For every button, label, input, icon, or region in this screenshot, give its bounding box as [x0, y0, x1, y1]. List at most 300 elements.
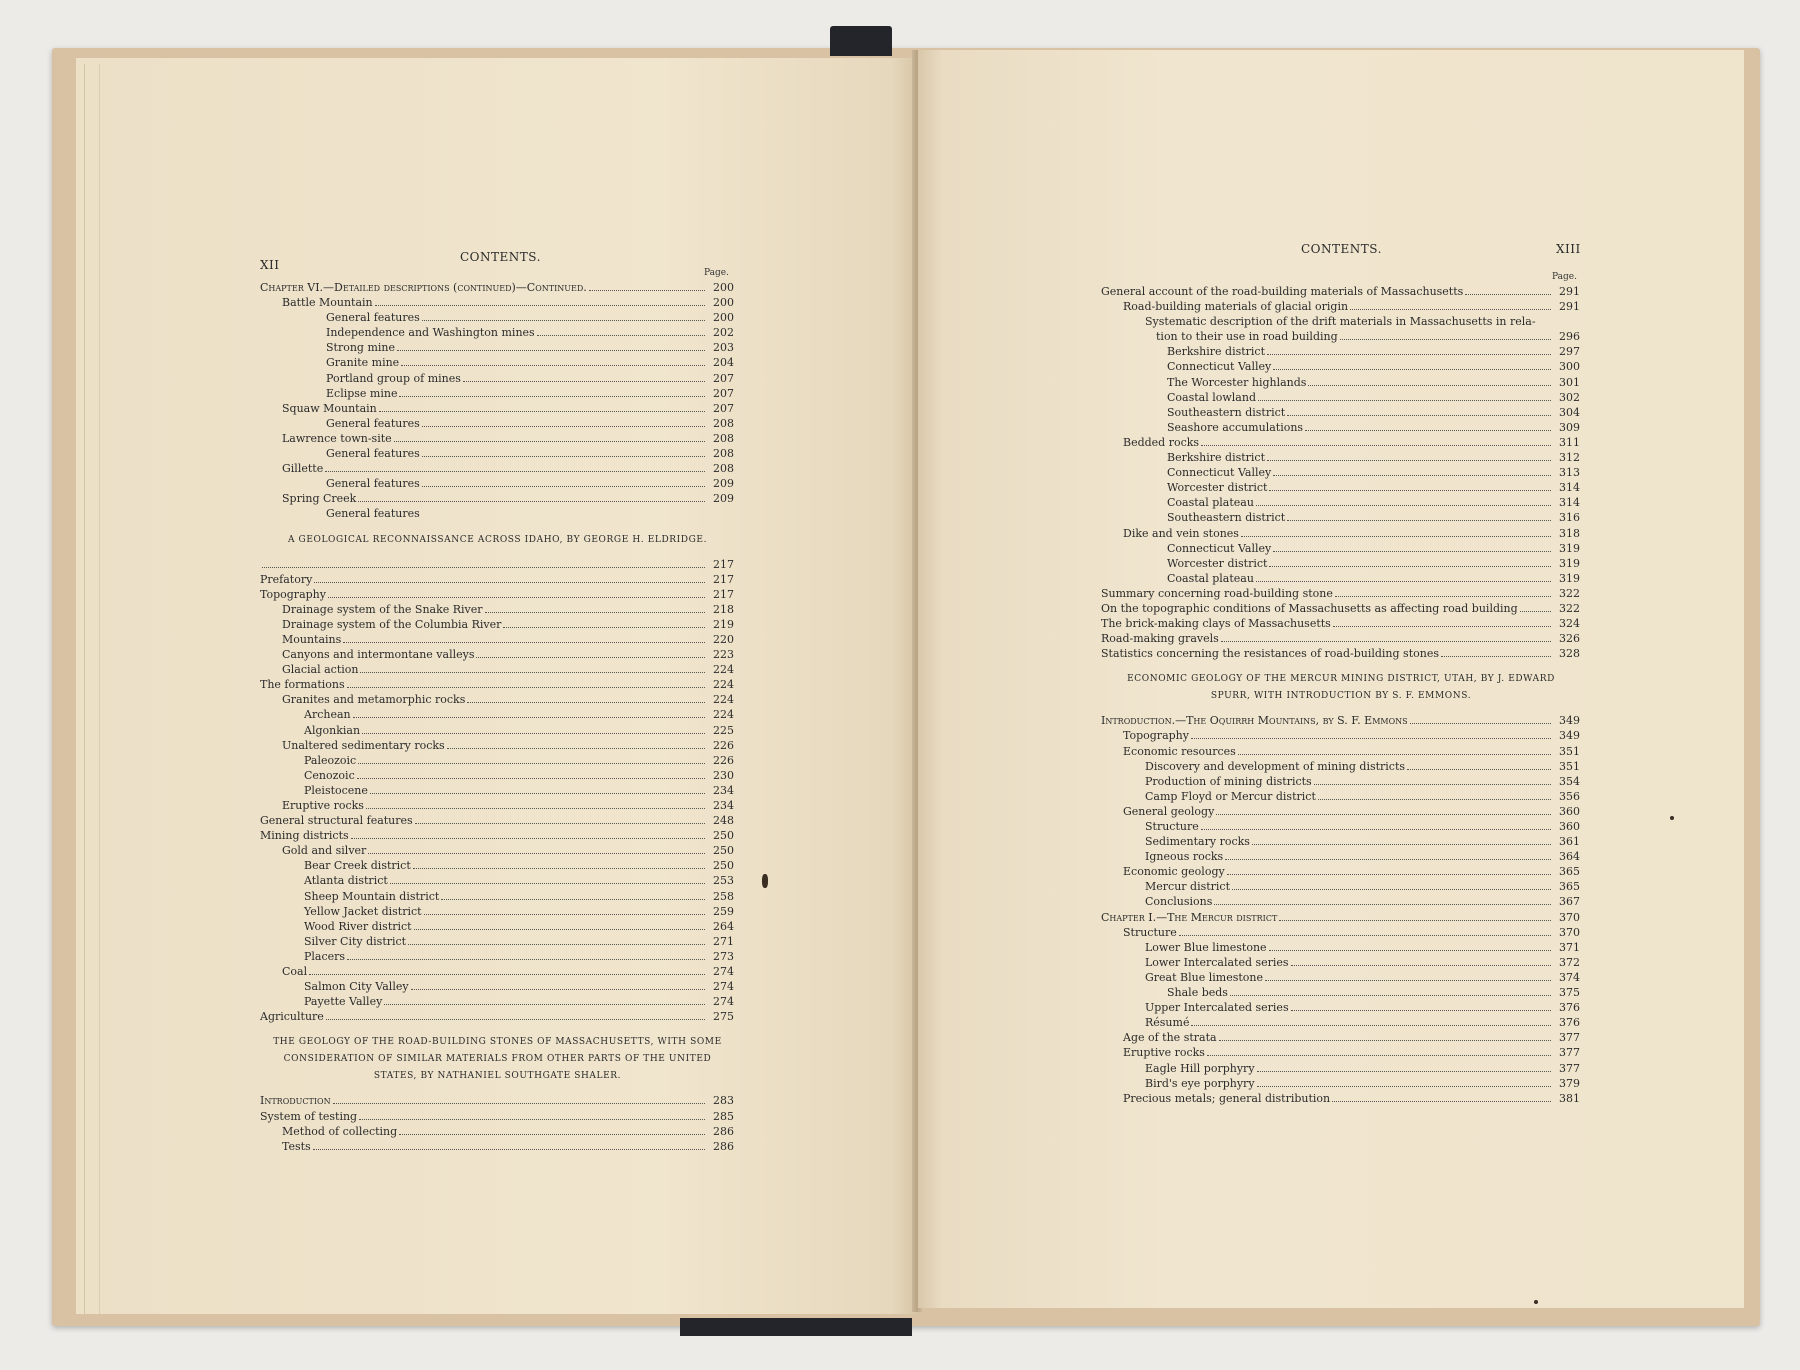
toc-entry-page: 322	[1559, 586, 1580, 600]
toc-entry-title: Tests	[282, 1139, 311, 1153]
toc-entry-page: 376	[1559, 1001, 1580, 1015]
toc-entry	[1101, 526, 1581, 541]
toc-entry	[260, 386, 735, 401]
toc-entry-page: 360	[1559, 804, 1580, 818]
toc-entry-title: Paleozoic	[304, 753, 357, 767]
leader-dots	[1520, 611, 1551, 612]
toc-entry-title: Economic resources	[1123, 744, 1236, 758]
leader-dots	[1216, 814, 1551, 815]
leader-dots	[467, 702, 705, 703]
toc-entry	[1101, 819, 1581, 834]
leader-dots	[1335, 596, 1551, 597]
toc-entry-title: Precious metals; general distribution	[1123, 1091, 1331, 1105]
leader-dots	[314, 582, 705, 583]
toc-entry	[1101, 1030, 1581, 1045]
toc-entry-title: Great Blue limestone	[1145, 970, 1263, 984]
toc-entry	[1101, 940, 1581, 955]
toc-entry	[260, 813, 735, 828]
toc-entry	[260, 949, 735, 964]
leader-dots	[401, 365, 705, 366]
toc-entry-page: 217	[713, 557, 734, 571]
toc-entry	[260, 295, 735, 310]
leader-dots	[379, 411, 705, 412]
toc-entry-title: Glacial action	[282, 663, 359, 677]
leader-dots	[1227, 874, 1551, 875]
toc-entry	[1101, 879, 1581, 894]
toc-entry-page: 274	[713, 995, 734, 1009]
toc-entry-page: 286	[713, 1139, 734, 1153]
leader-dots	[313, 1149, 705, 1150]
toc-entry-title: Coal	[282, 965, 308, 979]
toc-entry-page: 354	[1559, 774, 1580, 788]
leader-dots	[413, 868, 705, 869]
leader-dots	[1269, 566, 1551, 567]
toc-entry-page: 208	[713, 462, 734, 476]
right-page-page-label: Page.	[1552, 272, 1577, 282]
leader-dots	[1267, 460, 1551, 461]
toc-entry	[1101, 390, 1581, 405]
toc-entry-title: Silver City district	[304, 934, 407, 948]
toc-entry-page: 374	[1559, 970, 1580, 984]
toc-entry-title: The Worcester highlands	[1167, 375, 1307, 389]
toc-entry	[1101, 450, 1581, 465]
leader-dots	[415, 823, 705, 824]
leader-dots	[424, 914, 705, 915]
toc-entry-page: 379	[1559, 1076, 1580, 1090]
toc-entry-title: Granite mine	[326, 356, 400, 370]
toc-entry	[1101, 1000, 1581, 1015]
toc-entry	[260, 355, 735, 370]
leader-dots	[399, 396, 705, 397]
toc-entry	[260, 994, 735, 1009]
toc-entry-title: Yellow Jacket district	[304, 904, 422, 918]
toc-entry-title: Résumé	[1145, 1016, 1190, 1030]
toc-entry-title: On the topographic conditions of Massachusetts as affecting road building	[1101, 601, 1518, 615]
toc-entry-page: 224	[713, 678, 734, 692]
ink-blot	[762, 874, 768, 888]
leader-dots	[375, 305, 705, 306]
leader-dots	[1269, 490, 1551, 491]
toc-entry-page: 319	[1559, 556, 1580, 570]
toc-entry	[1101, 586, 1581, 601]
toc-entry-page: 202	[713, 326, 734, 340]
toc-entry-title: Production of mining districts	[1145, 774, 1312, 788]
toc-entry-title: Igneous rocks	[1145, 850, 1224, 864]
book-spine-top	[830, 26, 892, 56]
toc-entry	[260, 1139, 735, 1154]
toc-entry	[1101, 864, 1581, 879]
toc-entry	[260, 446, 735, 461]
leader-dots	[1191, 738, 1551, 739]
toc-entry-page: 367	[1559, 895, 1580, 909]
toc-entry-page: 285	[713, 1109, 734, 1123]
toc-entry-title: Coastal plateau	[1167, 571, 1254, 585]
toc-entry-page: 258	[713, 889, 734, 903]
toc-entry-title: Southeastern district	[1167, 405, 1286, 419]
toc-entry-page: 291	[1559, 285, 1580, 298]
toc-entry-title: Coastal lowland	[1167, 390, 1256, 404]
toc-entry	[260, 1093, 735, 1108]
toc-entry	[260, 843, 735, 858]
toc-entry-page: 304	[1559, 405, 1580, 419]
leader-dots	[1232, 889, 1551, 890]
toc-entry-page: 274	[713, 980, 734, 994]
toc-entry	[1101, 713, 1581, 728]
left-page-page-label: Page.	[704, 268, 729, 278]
leader-dots	[1225, 859, 1551, 860]
leader-dots	[399, 1134, 705, 1135]
toc-entry	[260, 325, 735, 340]
toc-entry-page: 314	[1559, 481, 1580, 495]
toc-entry-title: Salmon City Valley	[304, 980, 409, 994]
leader-dots	[1256, 505, 1551, 506]
toc-entry	[260, 858, 735, 873]
leader-dots	[358, 501, 705, 502]
right-page	[918, 50, 1744, 1308]
toc-entry-page: 316	[1559, 511, 1580, 525]
toc-entry-title: Statistics concerning the resistances of road-building stones	[1101, 647, 1439, 661]
toc-entry	[260, 979, 735, 994]
toc-entry	[1101, 495, 1581, 510]
toc-entry	[1101, 631, 1581, 646]
toc-entry	[260, 889, 735, 904]
leader-dots	[1252, 844, 1551, 845]
toc-entry-title: Placers	[304, 949, 346, 963]
toc-entry-page: 208	[713, 431, 734, 445]
toc-entry-page: 273	[713, 949, 734, 963]
toc-entry-title: General features	[326, 311, 420, 325]
toc-entry	[1101, 985, 1581, 1000]
toc-entry-page: 218	[713, 602, 734, 616]
toc-entry-page: 297	[1559, 345, 1580, 359]
toc-entry-page: 365	[1559, 880, 1580, 894]
toc-entry-page: 351	[1559, 759, 1580, 773]
toc-entry	[1101, 1045, 1581, 1060]
toc-entry	[1101, 359, 1581, 374]
toc-entry-title: Introduction	[260, 1094, 331, 1108]
toc-entry	[1101, 601, 1581, 616]
leader-dots	[366, 808, 705, 809]
toc-entry-page: 207	[713, 401, 734, 415]
leader-dots	[1191, 1025, 1551, 1026]
leader-dots	[1207, 1055, 1551, 1056]
leader-dots	[370, 793, 705, 794]
leader-dots	[422, 320, 705, 321]
toc-entry	[260, 934, 735, 949]
toc-entry-title: Berkshire district	[1167, 451, 1266, 465]
toc-entry	[1101, 849, 1581, 864]
toc-entry-page: 250	[713, 844, 734, 858]
toc-entry-title: Southeastern district	[1167, 511, 1286, 525]
toc-entry	[260, 310, 735, 325]
toc-entry-page: 200	[713, 296, 734, 310]
leader-dots	[1287, 520, 1551, 521]
leader-dots	[1291, 965, 1551, 966]
toc-entry-page: 324	[1559, 617, 1580, 631]
toc-entry-page: 234	[713, 799, 734, 812]
toc-entry	[260, 461, 735, 476]
section-heading	[260, 532, 735, 549]
toc-entry-title: Granites and metamorphic rocks	[282, 693, 466, 707]
toc-entry-page: 208	[713, 416, 734, 430]
toc-entry	[260, 632, 735, 647]
toc-entry	[1101, 789, 1581, 804]
toc-entry-page: 264	[713, 919, 734, 933]
leader-dots	[1305, 430, 1551, 431]
leader-dots	[1265, 980, 1551, 981]
toc-entry	[260, 904, 735, 919]
toc-entry-page: 209	[713, 477, 734, 491]
toc-entry-title: Bear Creek district	[304, 859, 411, 873]
toc-entry	[1101, 744, 1581, 759]
toc-entry	[260, 677, 735, 692]
leader-dots	[414, 929, 705, 930]
toc-entry	[260, 602, 735, 617]
toc-entry-title: Systematic description of the drift materials in Massachusetts in rela-	[1145, 315, 1536, 329]
toc-entry	[260, 783, 735, 798]
toc-entry-title: Conclusions	[1145, 895, 1213, 909]
leader-dots	[1219, 1040, 1551, 1041]
leader-dots	[1201, 829, 1551, 830]
toc-entry	[1101, 299, 1581, 314]
toc-entry	[260, 476, 735, 491]
leader-dots	[485, 612, 705, 613]
toc-entry-title: Mining districts	[260, 829, 349, 843]
toc-entry-title: Chapter I.—The Mercur district	[1101, 910, 1278, 924]
toc-entry	[260, 506, 735, 521]
toc-entry	[260, 753, 735, 768]
toc-entry-title: Battle Mountain	[282, 296, 373, 310]
toc-entry-title: Structure	[1145, 820, 1199, 833]
leader-dots	[1269, 950, 1551, 951]
toc-entry	[260, 828, 735, 843]
toc-entry	[1101, 728, 1581, 743]
leader-dots	[1214, 904, 1551, 905]
leader-dots	[262, 567, 705, 568]
toc-entry	[1101, 616, 1581, 631]
toc-entry	[1101, 344, 1581, 359]
toc-entry-title: Worcester district	[1167, 481, 1268, 495]
leader-dots	[1441, 656, 1551, 657]
left-toc	[260, 280, 735, 1154]
toc-entry-title: Bedded rocks	[1123, 435, 1200, 449]
toc-entry-title: Sheep Mountain district	[304, 889, 440, 903]
toc-entry-page: 302	[1559, 390, 1580, 404]
toc-entry-page: 207	[713, 386, 734, 400]
toc-entry-title: Road-building materials of glacial origin	[1123, 300, 1349, 314]
toc-entry-title: Coastal plateau	[1167, 496, 1254, 510]
leader-dots	[359, 1119, 705, 1120]
toc-entry-title: Bird's eye porphyry	[1145, 1076, 1255, 1090]
toc-entry-title: Structure	[1123, 925, 1177, 939]
toc-entry-page: 283	[713, 1094, 734, 1108]
toc-entry-page: 356	[1559, 789, 1580, 803]
toc-entry-title: Upper Intercalated series	[1145, 1001, 1289, 1015]
toc-entry-page: 250	[713, 829, 734, 843]
toc-entry	[1101, 541, 1581, 556]
toc-entry-page: 381	[1559, 1091, 1580, 1105]
leader-dots	[1410, 723, 1551, 724]
leader-dots	[411, 989, 705, 990]
toc-entry	[1101, 834, 1581, 849]
toc-entry-page: 377	[1559, 1046, 1580, 1060]
toc-entry-page: 318	[1559, 526, 1580, 540]
leader-dots	[1318, 799, 1551, 800]
leader-dots	[333, 1103, 705, 1104]
leader-dots	[422, 426, 705, 427]
section-heading	[1101, 671, 1581, 705]
toc-entry-page: 220	[713, 632, 734, 646]
toc-entry-title: Archean	[304, 708, 351, 722]
toc-entry-page: 361	[1559, 835, 1580, 849]
toc-entry	[260, 662, 735, 677]
toc-entry-page: 253	[713, 874, 734, 888]
toc-entry	[260, 416, 735, 431]
leader-dots	[1407, 769, 1551, 770]
toc-entry-title: Worcester district	[1167, 556, 1268, 570]
toc-entry-page: 326	[1559, 632, 1580, 646]
leader-dots	[503, 627, 705, 628]
leader-dots	[309, 974, 705, 975]
toc-entry-title: Unaltered sedimentary rocks	[282, 738, 445, 752]
toc-entry	[1101, 774, 1581, 789]
leader-dots	[397, 350, 705, 351]
toc-entry-page: 219	[713, 617, 734, 631]
leader-dots	[463, 381, 705, 382]
toc-entry	[1101, 1091, 1581, 1106]
toc-entry	[260, 707, 735, 722]
leader-dots	[394, 441, 705, 442]
toc-entry	[1101, 571, 1581, 586]
section-heading	[260, 1034, 735, 1085]
toc-entry-page: 313	[1559, 466, 1580, 480]
toc-entry-page: 217	[713, 572, 734, 586]
toc-entry	[260, 431, 735, 446]
leader-dots	[537, 335, 705, 336]
section-heading-line: ECONOMIC GEOLOGY OF THE MERCUR MINING DISTRICT, UTAH, BY J. EDWARD	[1127, 674, 1555, 685]
leader-dots	[1230, 995, 1551, 996]
toc-entry	[1101, 435, 1581, 450]
toc-entry-title: Gillette	[282, 462, 324, 476]
leader-dots	[390, 883, 705, 884]
toc-entry	[1101, 759, 1581, 774]
toc-entry-title: Summary concerning road-building stone	[1101, 586, 1333, 600]
toc-entry-title: Sedimentary rocks	[1145, 835, 1250, 849]
toc-entry-title: Mercur district	[1145, 880, 1231, 894]
leader-dots	[1256, 581, 1551, 582]
leader-dots	[1314, 784, 1551, 785]
toc-entry-page: 372	[1559, 955, 1580, 969]
toc-entry	[260, 557, 735, 572]
toc-entry	[1101, 1061, 1581, 1076]
left-page-folio: XII	[260, 258, 280, 272]
toc-entry	[1101, 465, 1581, 480]
toc-entry-title: Chapter VI.—Detailed descriptions (continued)—Continued.	[260, 281, 587, 294]
toc-entry	[260, 340, 735, 355]
toc-entry-page: 275	[713, 1010, 734, 1024]
right-page-running-head: CONTENTS.	[1301, 242, 1382, 256]
leader-dots	[362, 733, 705, 734]
toc-entry	[260, 617, 735, 632]
toc-entry-page: 200	[713, 281, 734, 294]
toc-entry-page: 234	[713, 783, 734, 797]
toc-entry	[1101, 405, 1581, 420]
leader-dots	[447, 748, 705, 749]
toc-entry-title: Eagle Hill porphyry	[1145, 1061, 1255, 1075]
toc-entry	[1101, 510, 1581, 525]
toc-entry	[1101, 480, 1581, 495]
toc-entry	[1101, 329, 1581, 344]
toc-entry-title: General structural features	[260, 814, 413, 828]
toc-entry	[260, 723, 735, 738]
leader-dots	[360, 672, 705, 673]
leader-dots	[422, 486, 705, 487]
leader-dots	[1257, 1071, 1551, 1072]
leader-dots	[1350, 309, 1551, 310]
toc-entry-title: Drainage system of the Columbia River	[282, 617, 502, 631]
toc-entry-page: 223	[713, 648, 734, 662]
toc-entry-title: tion to their use in road building	[1156, 330, 1338, 344]
leader-dots	[1287, 415, 1551, 416]
leader-dots	[1465, 294, 1551, 295]
toc-entry-page: 300	[1559, 360, 1580, 374]
toc-entry-page: 319	[1559, 571, 1580, 585]
toc-entry-title: Connecticut Valley	[1167, 541, 1272, 555]
toc-entry	[1101, 284, 1581, 299]
toc-entry-title: Age of the strata	[1123, 1031, 1217, 1045]
leader-dots	[1201, 445, 1551, 446]
toc-entry-title: Lawrence town-site	[282, 431, 392, 445]
toc-entry-page: 364	[1559, 850, 1580, 864]
toc-entry-title: Introduction.—The Oquirrh Mountains, by S. F. Emmons	[1101, 714, 1408, 728]
toc-entry-page: 207	[713, 371, 734, 385]
toc-entry-page: 311	[1559, 435, 1580, 449]
toc-entry-title: Atlanta district	[304, 874, 388, 888]
toc-entry-page: 375	[1559, 986, 1580, 1000]
page-spot	[1534, 1300, 1538, 1304]
toc-entry	[1101, 955, 1581, 970]
leader-dots	[1308, 385, 1551, 386]
toc-entry-title: Algonkian	[304, 723, 361, 737]
toc-entry-page: 226	[713, 753, 734, 767]
toc-entry-title: Pleistocene	[304, 783, 368, 797]
toc-entry	[1101, 804, 1581, 819]
toc-entry	[1101, 970, 1581, 985]
toc-entry-page: 309	[1559, 420, 1580, 434]
toc-entry-title: Drainage system of the Snake River	[282, 602, 483, 616]
leader-dots	[1257, 1086, 1551, 1087]
toc-entry	[1101, 556, 1581, 571]
toc-entry-page: 204	[713, 356, 734, 370]
leader-dots	[1273, 369, 1551, 370]
toc-entry-title: Road-making gravels	[1101, 632, 1219, 646]
toc-entry	[260, 1009, 735, 1024]
section-heading-line: SPURR, WITH INTRODUCTION BY S. F. EMMONS.	[1210, 691, 1472, 702]
leader-dots	[358, 763, 705, 764]
leader-dots	[589, 290, 705, 291]
toc-entry-page: 296	[1559, 330, 1580, 344]
toc-entry-title: Agriculture	[260, 1010, 324, 1024]
leader-dots	[441, 899, 705, 900]
toc-entry-title: Cenozoic	[304, 768, 355, 782]
toc-entry-page: 226	[713, 738, 734, 752]
toc-entry-page: 377	[1559, 1061, 1580, 1075]
toc-entry-title: Discovery and development of mining districts	[1145, 759, 1406, 773]
toc-entry-page: 349	[1559, 714, 1580, 728]
toc-entry	[260, 1124, 735, 1139]
toc-entry	[260, 572, 735, 587]
toc-entry-page: 370	[1559, 925, 1580, 939]
